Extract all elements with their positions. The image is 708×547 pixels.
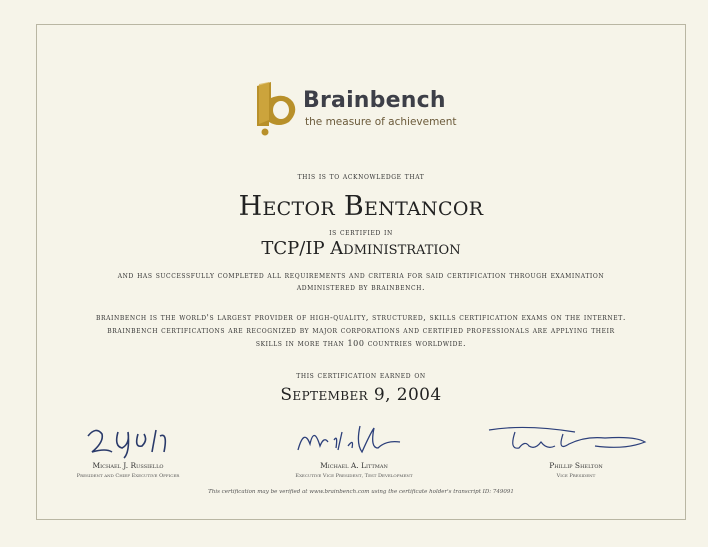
- signature-2: [290, 420, 410, 460]
- signatory-1-name: Michael J. Russiello: [92, 461, 164, 470]
- earned-on-text: this certification earned on: [296, 371, 426, 380]
- certification-title: TCP/IP Administration: [261, 238, 461, 259]
- intro-text: this is to acknowledge that: [297, 172, 425, 181]
- signature-3: [485, 420, 655, 460]
- signatory-3-name: Phillip Shelton: [549, 461, 603, 470]
- signature-1: [78, 422, 188, 460]
- certification-date: September 9, 2004: [280, 385, 442, 405]
- logo-wordmark: Brainbench: [303, 88, 446, 113]
- about-line-3: skills in more than 100 countries worldwide.: [255, 339, 467, 348]
- signatory-1-title: President and Chief Executive Officer: [76, 473, 180, 479]
- verification-footer: This certification may be verified at www.brainbench.com using the certificate holder's transcript ID: 749091: [208, 489, 514, 495]
- logo-tagline: the measure of achievement: [305, 116, 457, 128]
- requirements-line-2: administered by brainbench.: [296, 283, 426, 292]
- signatory-2-title: Executive Vice President, Test Development: [295, 473, 413, 479]
- about-line-1: brainbench is the world's largest provider of high-quality, structured, skills certification exams on the internet.: [96, 313, 626, 322]
- about-line-2: brainbench certifications are recognized by major corporations and certified professionals are applying their: [107, 326, 615, 335]
- signatory-2-name: Michael A. Littman: [320, 461, 388, 470]
- recipient-name: Hector Bentancor: [238, 191, 484, 222]
- brainbench-b-icon: [251, 80, 301, 136]
- certified-in-text: is certified in: [329, 228, 393, 237]
- brainbench-logo: [251, 80, 461, 136]
- signatory-3-title: Vice President: [556, 473, 596, 479]
- requirements-line-1: and has successfully completed all requirements and criteria for said certification through examination: [117, 271, 605, 280]
